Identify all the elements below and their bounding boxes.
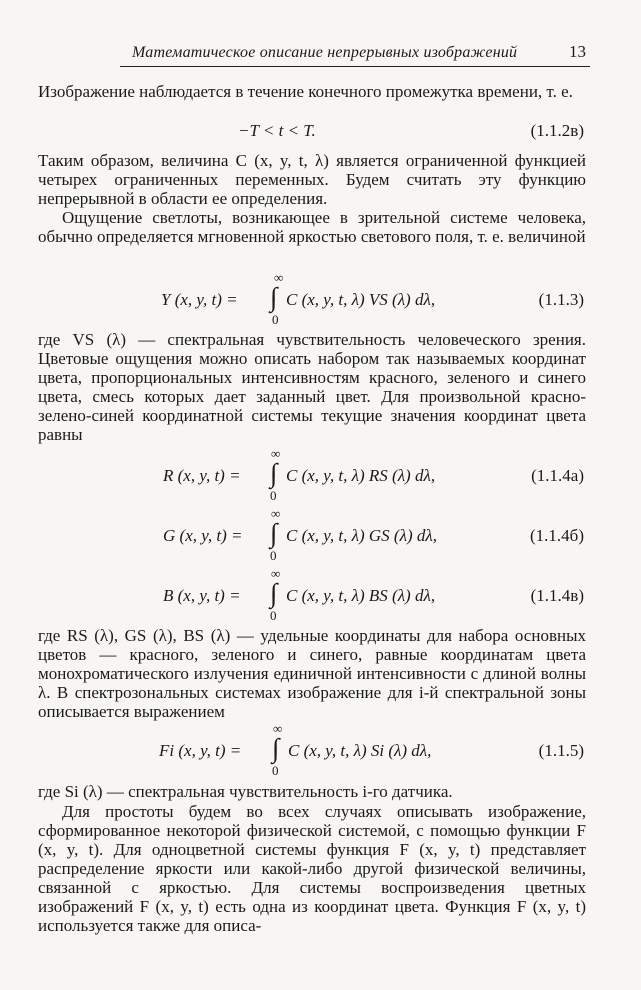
paragraph-5: где RS (λ), GS (λ), BS (λ) — удельные координаты для набора основных цветов — красного, зеленого и синего, равные координатам цвета монохроматического излучения единичной интенсивности с длиной волны λ. В спектрозональных системах изображение для i-й спектральной зоны описывается выражением xyxy=(38,626,586,721)
integral-lower-limit: 0 xyxy=(272,763,279,778)
equation-1-1-4b xyxy=(38,506,586,563)
integral-sign: ∫ xyxy=(272,733,280,763)
equation-1-1-3 xyxy=(38,270,586,327)
equation-lhs: G (x, y, t) = xyxy=(163,526,243,545)
paragraph-6: где Si (λ) — спектральная чувствительность i-го датчика. xyxy=(38,782,453,801)
page-number: 13 xyxy=(569,42,586,61)
equation-integrand: C (x, y, t, λ) RS (λ) dλ, xyxy=(286,466,436,485)
integral-sign: ∫ xyxy=(270,458,278,488)
equation-1-1-4a xyxy=(38,446,586,503)
running-header xyxy=(120,42,590,67)
paragraph-7: Для простоты будем во всех случаях описывать изображение, сформированное некоторой физической системой, с помощью функции F (x, y, t). Для одноцветной системы функция F (x, y, t) представляет распределение яркости или какой-либо другой физической величины, связанной с яркостью. Для системы воспроизведения цветных изображений F (x, y, t) есть одна из координат цвета. Функция F (x, y, t) используется также для описа- xyxy=(38,802,586,935)
equation-lhs: B (x, y, t) = xyxy=(163,586,241,605)
equation-number: (1.1.4в) xyxy=(530,586,584,605)
integral-lower-limit: 0 xyxy=(272,312,279,327)
paragraph-1: Изображение наблюдается в течение конечного промежутка времени, т. е. xyxy=(38,82,573,101)
paragraph-2: Таким образом, величина C (x, y, t, λ) является ограниченной функцией четырех ограниченных переменных. Будем считать эту функцию непрерывной в области ее определения. xyxy=(38,151,586,208)
equation-1-1-5 xyxy=(38,721,586,778)
equation-integrand: C (x, y, t, λ) VS (λ) dλ, xyxy=(286,290,436,309)
equation-body: −T < t < T. xyxy=(238,121,316,140)
integral-lower-limit: 0 xyxy=(270,488,277,503)
equation-number: (1.1.2в) xyxy=(530,121,584,140)
equation-lhs: Fi (x, y, t) = xyxy=(159,741,242,760)
equation-lhs: Y (x, y, t) = xyxy=(161,290,238,309)
equation-number: (1.1.4б) xyxy=(530,526,584,545)
equation-1-1-4v xyxy=(38,566,586,623)
equation-number: (1.1.5) xyxy=(538,741,584,760)
integral-sign: ∫ xyxy=(270,518,278,548)
equation-integrand: C (x, y, t, λ) BS (λ) dλ, xyxy=(286,586,436,605)
integral-sign: ∫ xyxy=(270,282,278,312)
integral-upper-limit: ∞ xyxy=(271,446,281,461)
paragraph-3: Ощущение светлоты, возникающее в зрительной системе человека, обычно определяется мгновенной яркостью светового поля, т. е. величиной xyxy=(38,208,586,246)
equation-number: (1.1.3) xyxy=(538,290,584,309)
integral-lower-limit: 0 xyxy=(270,548,277,563)
equation-1-1-2v xyxy=(38,121,586,141)
equation-number: (1.1.4а) xyxy=(531,466,584,485)
header-title: Математическое описание непрерывных изображений xyxy=(132,44,518,61)
integral-lower-limit: 0 xyxy=(270,608,277,623)
equation-lhs: R (x, y, t) = xyxy=(163,466,241,485)
integral-upper-limit: ∞ xyxy=(271,506,281,521)
integral-sign: ∫ xyxy=(270,578,278,608)
equation-integrand: C (x, y, t, λ) GS (λ) dλ, xyxy=(286,526,437,545)
integral-upper-limit: ∞ xyxy=(273,721,283,736)
paragraph-4: где VS (λ) — спектральная чувствительность человеческого зрения. Цветовые ощущения можно описать набором так называемых координат цвета, пропорциональных интенсивностям красного, зеленого и синего цвета, смесь которых дает заданный цвет. Для произвольной красно-зелено-синей координатной системы текущие значения координат цвета равны xyxy=(38,330,586,444)
equation-integrand: C (x, y, t, λ) Si (λ) dλ, xyxy=(288,741,432,760)
integral-upper-limit: ∞ xyxy=(271,566,281,581)
integral-upper-limit: ∞ xyxy=(274,270,284,285)
